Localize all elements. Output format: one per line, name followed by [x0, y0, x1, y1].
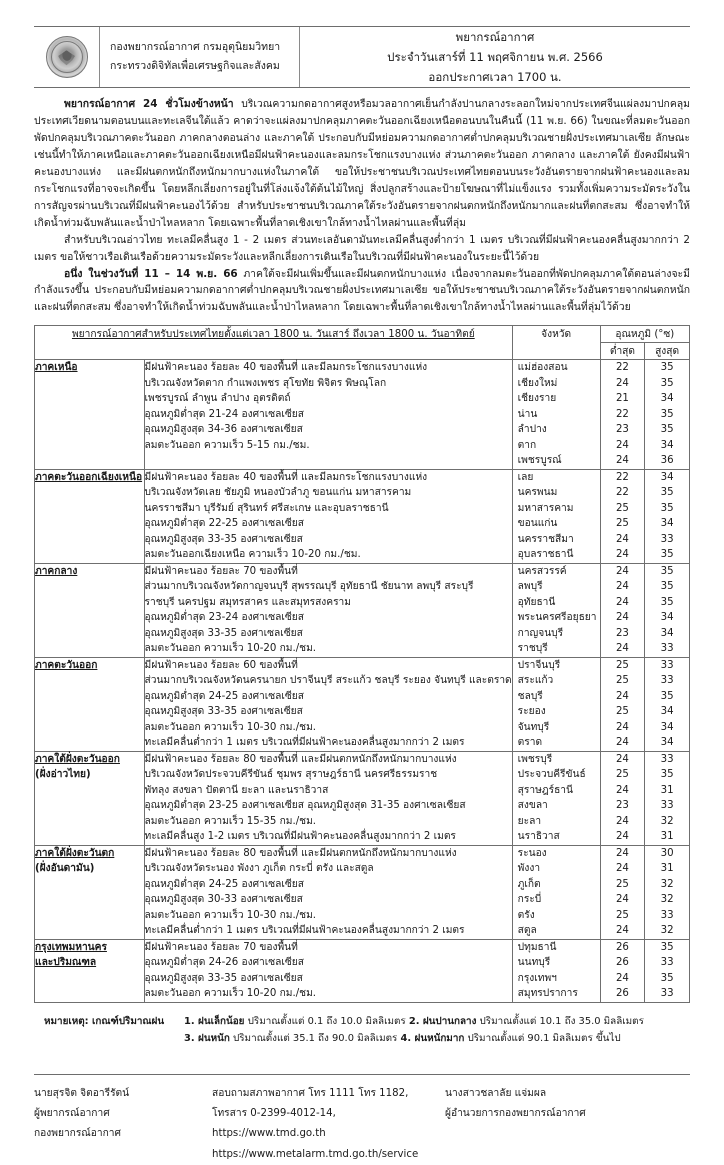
province-name: ปราจีนบุรี [517, 659, 561, 671]
temp-max-cell [645, 845, 690, 939]
temp-max-value: 35 [660, 941, 674, 953]
forecast-date: ประจำวันเสาร์ที่ 11 พฤศจิกายน พ.ศ. 2566 [387, 49, 603, 64]
temp-min-value: 24 [615, 847, 629, 859]
forecast-line: บริเวณจังหวัดระนอง พังงา ภูเก็ต กระบี่ ตรัง และสตูล [144, 863, 374, 875]
table-row [35, 845, 690, 939]
table-main-header: พยากรณ์อากาศสำหรับประเทศไทยตั้งแต่เวลา 1800 น. วันเสาร์ ถึงเวลา 1800 น. วันอาทิตย์ [35, 326, 513, 360]
temp-max-value: 33 [660, 675, 674, 687]
temp-max-value: 35 [660, 565, 674, 577]
temp-min-value: 25 [615, 769, 629, 781]
note-heavy-rain-label: 3. ฝนหนัก [184, 1032, 230, 1044]
province-name: เชียงราย [517, 393, 557, 405]
rainfall-criteria-notes [34, 1014, 690, 1048]
paragraph-sea: สำหรับบริเวณอ่าวไทย ทะเลมีคลื่นสูง 1 - 2 เมตร ส่วนทะเลอันดามันทะเลมีคลื่นสูงต่ำกว่า 1 เมตร บริเวณที่มีฝนฟ้าคะนองคลื่นสูงมากกว่า 2 เมตร ขอให้ชาวเรือเดินเรือด้วยความระมัดระวังและหลีกเลี่ยงการเดินเรือในบริเวณที่มีฝนฟ้าคะนองในระยะนี้ไว้ด้วย [34, 233, 690, 263]
temp-max-value: 34 [660, 627, 674, 639]
province-name: เพชรบุรี [517, 753, 553, 765]
footer-forecaster-block [34, 1084, 212, 1165]
table-row [35, 360, 690, 470]
temp-min-value: 22 [615, 408, 629, 420]
temp-max-value: 33 [660, 753, 674, 765]
temp-min-value: 24 [615, 737, 629, 749]
province-name: พังงา [517, 863, 541, 875]
temp-max-value: 35 [660, 408, 674, 420]
temp-max-value: 34 [660, 471, 674, 483]
forecast-line: มีฝนฟ้าคะนอง ร้อยละ 40 ของพื้นที่ และมีลมกระโชกแรงบางแห่ง [144, 362, 428, 374]
paragraph-outlook [34, 266, 690, 317]
forecast-line: อุณหภูมิสูงสุด 33-35 องศาเซลเซียส [144, 972, 303, 984]
temp-max-value: 35 [660, 377, 674, 389]
temp-min-value: 24 [615, 894, 629, 906]
note-heavy-rain-text: ปริมาณตั้งแต่ 35.1 ถึง 90.0 มิลลิเมตร [229, 1032, 401, 1044]
director-title: ผู้อำนวยการกองพยากรณ์อากาศ [445, 1107, 586, 1119]
province-name: ปทุมธานี [517, 941, 557, 953]
temp-min-value: 22 [615, 362, 629, 374]
table-row [35, 657, 690, 751]
temp-min-value: 25 [615, 502, 629, 514]
temp-min-value: 24 [615, 565, 629, 577]
forecast-line: ราชบุรี นครปฐม สมุทรสาคร และสมุทรสงคราม [144, 596, 351, 608]
temp-min-value: 24 [615, 549, 629, 561]
forecaster-name: นายสุรจิต จิตอารีรัตน์ [34, 1087, 130, 1099]
temp-max-value: 34 [660, 518, 674, 530]
paragraph-outlook-lead: อนึ่ง ในช่วงวันที่ 11 – 14 พ.ย. 66 [64, 267, 238, 280]
temp-min-value: 24 [615, 596, 629, 608]
forecast-table [34, 325, 690, 1003]
province-name: กรุงเทพฯ [517, 972, 557, 984]
forecast-line: ลมตะวันออก ความเร็ว 10-30 กม./ชม. [144, 721, 317, 733]
temp-min-value: 24 [615, 377, 629, 389]
province-name: นครสวรรค์ [517, 565, 567, 577]
note-light-rain-label: 1. ฝนเล็กน้อย [184, 1015, 245, 1027]
temp-min-value: 24 [615, 863, 629, 875]
government-seal-icon [46, 36, 88, 78]
temp-min-cell [600, 751, 645, 845]
region-subname: (ฝั่งอันดามัน) [35, 863, 95, 875]
contact-fax-website[interactable]: โทรสาร 0-2399-4012-14, https://www.tmd.go.th [212, 1107, 336, 1140]
region-subname: และปริมณฑล [35, 957, 97, 969]
region-cell [35, 469, 145, 563]
temp-max-value: 35 [660, 972, 674, 984]
forecast-line: ทะเลมีคลื่นต่ำกว่า 1 เมตร บริเวณที่มีฝนฟ้าคะนองคลื่นสูงมากกว่า 2 เมตร [144, 737, 465, 749]
temp-min-value: 23 [615, 424, 629, 436]
region-name: ภาคกลาง [35, 565, 78, 577]
forecast-table-head [35, 326, 690, 360]
temp-max-value: 33 [660, 643, 674, 655]
note-moderate-rain-text: ปริมาณตั้งแต่ 10.1 ถึง 35.0 มิลลิเมตร [476, 1015, 644, 1027]
forecast-line: อุณหภูมิสูงสุด 33-35 องศาเซลเซียส [144, 706, 303, 718]
forecast-line: อุณหภูมิต่ำสุด 23-24 องศาเซลเซียส [144, 612, 304, 624]
temp-max-value: 32 [660, 815, 674, 827]
forecast-line: ส่วนมากบริเวณจังหวัดกาญจนบุรี สุพรรณบุรี อุทัยธานี ชัยนาท ลพบุรี สระบุรี [144, 581, 474, 593]
province-name: เพชรบูรณ์ [517, 455, 562, 467]
forecast-narrative [34, 88, 690, 316]
page-title: พยากรณ์อากาศ [455, 29, 535, 44]
region-name: ภาคเหนือ [35, 362, 78, 374]
province-cell [512, 751, 600, 845]
temp-max-value: 33 [660, 659, 674, 671]
forecast-description-cell [144, 657, 512, 751]
forecast-line: ทะเลมีคลื่นต่ำกว่า 1 เมตร บริเวณที่มีฝนฟ้าคะนองคลื่นสูงมากกว่า 2 เมตร [144, 925, 465, 937]
province-cell [512, 563, 600, 657]
temp-min-value: 24 [615, 721, 629, 733]
temp-max-value: 36 [660, 455, 674, 467]
temp-max-value: 34 [660, 439, 674, 451]
province-name: แม่ฮ่องสอน [517, 362, 568, 374]
contact-phone: สอบถามสภาพอากาศ โทร 1111 โทร 1182, [212, 1087, 409, 1099]
paragraph-24h [34, 96, 690, 232]
temp-max-value: 33 [660, 957, 674, 969]
temp-max-value: 34 [660, 737, 674, 749]
temp-max-value: 35 [660, 502, 674, 514]
temp-max-cell [645, 469, 690, 563]
forecast-line: อุณหภูมิต่ำสุด 24-25 องศาเซลเซียส [144, 878, 304, 890]
temp-min-value: 24 [615, 643, 629, 655]
note-light-rain-text: ปริมาณตั้งแต่ 0.1 ถึง 10.0 มิลลิเมตร [244, 1015, 409, 1027]
temp-min-value: 22 [615, 487, 629, 499]
temp-max-value: 33 [660, 533, 674, 545]
temp-min-value: 24 [615, 612, 629, 624]
temp-max-cell [645, 360, 690, 470]
temp-max-value: 34 [660, 721, 674, 733]
province-name: ยะลา [517, 815, 542, 827]
issue-time: ออกประกาศเวลา 1700 น. [428, 70, 562, 85]
region-cell [35, 845, 145, 939]
forecast-line: มีฝนฟ้าคะนอง ร้อยละ 80 ของพื้นที่ และมีฝนตกหนักถึงหนักมากบางแห่ง [144, 847, 457, 859]
table-temperature-header: อุณหภูมิ (°ซ) [600, 326, 689, 343]
temp-min-value: 25 [615, 878, 629, 890]
region-subname: (ฝั่งอ่าวไทย) [35, 769, 91, 781]
region-name: กรุงเทพมหานคร [35, 941, 107, 953]
region-name: ภาคตะวันออกเฉียงเหนือ [35, 471, 143, 483]
forecast-line: ลมตะวันออก ความเร็ว 10-30 กม./ชม. [144, 909, 317, 921]
province-name: กาญจนบุรี [517, 627, 564, 639]
province-name: ระยอง [517, 706, 546, 718]
notes-line-1 [184, 1014, 690, 1031]
province-cell [512, 360, 600, 470]
forecast-line: อุณหภูมิต่ำสุด 24-25 องศาเซลเซียส [144, 690, 304, 702]
temp-min-value: 25 [615, 518, 629, 530]
forecast-line: อุณหภูมิสูงสุด 33-35 องศาเซลเซียส [144, 533, 303, 545]
forecast-line: อุณหภูมิต่ำสุด 21-24 องศาเซลเซียส [144, 408, 304, 420]
document-footer [34, 1075, 690, 1165]
temp-min-value: 24 [615, 831, 629, 843]
province-name: ตาก [517, 439, 537, 451]
temp-min-cell [600, 563, 645, 657]
temp-min-value: 25 [615, 675, 629, 687]
province-name: ตราด [517, 737, 543, 749]
temp-min-cell [600, 845, 645, 939]
province-name: ตรัง [517, 909, 535, 921]
region-name: ภาคใต้ฝั่งตะวันตก [35, 847, 115, 859]
temp-min-value: 26 [615, 957, 629, 969]
director-name: นางสาวชลาลัย แจ่มผล [445, 1087, 547, 1099]
forecast-description-cell [144, 751, 512, 845]
temp-max-value: 35 [660, 596, 674, 608]
temp-max-value: 31 [660, 784, 674, 796]
forecast-description-cell [144, 469, 512, 563]
forecast-line: อุณหภูมิต่ำสุด 24-26 องศาเซลเซียส [144, 957, 304, 969]
forecast-line: ส่วนมากบริเวณจังหวัดนครนายก ปราจีนบุรี สระแก้ว ชลบุรี ระยอง จันทบุรี และตราด [144, 675, 512, 687]
temp-min-value: 24 [615, 784, 629, 796]
province-cell [512, 469, 600, 563]
province-name: ลำปาง [517, 424, 547, 436]
forecast-line: บริเวณจังหวัดประจวบคีรีขันธ์ ชุมพร สุราษฎร์ธานี นครศรีธรรมราช [144, 769, 438, 781]
forecast-line: ลมตะวันออก ความเร็ว 10-20 กม./ชม. [144, 988, 317, 1000]
temp-min-value: 24 [615, 455, 629, 467]
forecaster-department: กองพยากรณ์อากาศ [34, 1128, 121, 1140]
region-cell [35, 360, 145, 470]
temp-max-value: 35 [660, 424, 674, 436]
province-name: กระบี่ [517, 894, 542, 906]
temp-max-value: 33 [660, 988, 674, 1000]
notes-body [184, 1014, 690, 1048]
temp-min-value: 24 [615, 972, 629, 984]
province-name: สตูล [517, 925, 537, 937]
temp-max-value: 35 [660, 581, 674, 593]
temp-min-value: 25 [615, 909, 629, 921]
province-name: อุทัยธานี [517, 596, 556, 608]
paragraph-24h-lead: พยากรณ์อากาศ 24 ชั่วโมงข้างหน้า [64, 98, 234, 110]
table-temp-max-header: สูงสุด [645, 343, 690, 360]
footer-director-block [445, 1084, 690, 1165]
region-cell [35, 563, 145, 657]
forecast-line: มีฝนฟ้าคะนอง ร้อยละ 70 ของพื้นที่ [144, 941, 298, 953]
province-cell [512, 657, 600, 751]
forecast-line: อุณหภูมิต่ำสุด 22-25 องศาเซลเซียส [144, 518, 304, 530]
forecast-line: อุณหภูมิสูงสุด 33-35 องศาเซลเซียส [144, 627, 303, 639]
temp-max-value: 35 [660, 362, 674, 374]
notes-line-2 [184, 1031, 690, 1048]
province-cell [512, 845, 600, 939]
temp-min-value: 23 [615, 627, 629, 639]
province-name: เชียงใหม่ [517, 377, 558, 389]
region-cell [35, 751, 145, 845]
temp-min-value: 24 [615, 925, 629, 937]
temp-max-value: 35 [660, 769, 674, 781]
temp-min-value: 24 [615, 753, 629, 765]
temp-min-value: 25 [615, 659, 629, 671]
table-row [35, 751, 690, 845]
org-line-2: กระทรวงดิจิทัลเพื่อเศรษฐกิจและสังคม [110, 60, 280, 72]
region-name: ภาคตะวันออก [35, 659, 98, 671]
table-row [35, 563, 690, 657]
temp-max-cell [645, 657, 690, 751]
temp-max-cell [645, 751, 690, 845]
province-name: ประจวบคีรีขันธ์ [517, 769, 586, 781]
forecast-line: มีฝนฟ้าคะนอง ร้อยละ 80 ของพื้นที่ และมีฝนตกหนักถึงหนักมากบางแห่ง [144, 753, 457, 765]
temp-max-value: 34 [660, 706, 674, 718]
province-name: นครพนม [517, 487, 558, 499]
province-name: เลย [517, 471, 534, 483]
province-name: อุบลราชธานี [517, 549, 574, 561]
organization-block [100, 27, 300, 87]
forecast-line: อุณหภูมิสูงสุด 34-36 องศาเซลเซียส [144, 424, 303, 436]
temp-max-cell [645, 563, 690, 657]
note-very-heavy-rain-label: 4. ฝนหนักมาก [400, 1032, 465, 1044]
temp-min-value: 22 [615, 471, 629, 483]
forecast-line: ลมตะวันออก ความเร็ว 10-20 กม./ชม. [144, 643, 317, 655]
temp-max-value: 34 [660, 612, 674, 624]
temp-max-value: 35 [660, 549, 674, 561]
document-header [34, 26, 690, 88]
region-name: ภาคใต้ฝั่งตะวันออก [35, 753, 120, 765]
temp-min-value: 24 [615, 815, 629, 827]
temp-min-cell [600, 469, 645, 563]
forecast-line: พัทลุง สงขลา ปัตตานี ยะลา และนราธิวาส [144, 784, 329, 796]
temp-min-value: 21 [615, 393, 629, 405]
org-line-1: กองพยากรณ์อากาศ กรมอุตุนิยมวิทยา [110, 40, 281, 53]
temp-max-value: 35 [660, 690, 674, 702]
temp-min-value: 26 [615, 988, 629, 1000]
title-block [300, 27, 690, 87]
province-name: มหาสารคาม [517, 502, 574, 514]
province-name: ราชบุรี [517, 643, 548, 655]
note-moderate-rain-label: 2. ฝนปานกลาง [408, 1015, 477, 1027]
forecast-line: บริเวณจังหวัดตาก กำแพงเพชร สุโขทัย พิจิตร พิษณุโลก [144, 377, 387, 389]
forecast-line: อุณหภูมิสูงสุด 30-33 องศาเซลเซียส [144, 894, 303, 906]
province-name: สงขลา [517, 800, 548, 812]
temp-min-value: 24 [615, 533, 629, 545]
temp-max-value: 32 [660, 925, 674, 937]
forecast-description-cell [144, 939, 512, 1002]
province-name: สุราษฎร์ธานี [517, 784, 573, 796]
forecaster-title: ผู้พยากรณ์อากาศ [34, 1107, 110, 1119]
province-name: นราธิวาส [517, 831, 560, 843]
province-name: จันทบุรี [517, 721, 550, 733]
province-name: ชลบุรี [517, 690, 543, 702]
province-name: สระแก้ว [517, 675, 554, 687]
province-name: นครราชสีมา [517, 533, 574, 545]
table-province-header: จังหวัด [512, 326, 600, 360]
temp-min-value: 24 [615, 581, 629, 593]
province-name: ภูเก็ต [517, 878, 541, 890]
forecast-line: นครราชสีมา บุรีรัมย์ สุรินทร์ ศรีสะเกษ และอุบลราชธานี [144, 502, 389, 514]
forecast-line: บริเวณจังหวัดเลย ชัยภูมิ หนองบัวลำภู ขอนแก่น มหาสารคาม [144, 487, 412, 499]
forecast-description-cell [144, 563, 512, 657]
province-name: พระนครศรีอยุธยา [517, 612, 597, 624]
province-name: ขอนแก่น [517, 518, 558, 530]
temp-max-value: 32 [660, 894, 674, 906]
temp-min-cell [600, 360, 645, 470]
province-name: ลพบุรี [517, 581, 543, 593]
province-name: ระนอง [517, 847, 547, 859]
temp-max-cell [645, 939, 690, 1002]
forecast-line: มีฝนฟ้าคะนอง ร้อยละ 60 ของพื้นที่ [144, 659, 298, 671]
forecast-line: เพชรบูรณ์ ลำพูน ลำปาง อุตรดิตถ์ [144, 393, 291, 405]
province-cell [512, 939, 600, 1002]
province-name: นนทบุรี [517, 957, 551, 969]
forecast-table-body [35, 360, 690, 1003]
region-cell [35, 939, 145, 1002]
forecast-line: ลมตะวันออก ความเร็ว 5-15 กม./ชม. [144, 439, 310, 451]
temp-max-value: 33 [660, 800, 674, 812]
temp-min-cell [600, 939, 645, 1002]
forecast-line: มีฝนฟ้าคะนอง ร้อยละ 40 ของพื้นที่ และมีลมกระโชกแรงบางแห่ง [144, 471, 428, 483]
forecast-line: ลมตะวันออก ความเร็ว 15-35 กม./ชม. [144, 815, 317, 827]
temp-min-value: 26 [615, 941, 629, 953]
temp-min-value: 25 [615, 706, 629, 718]
table-temp-min-header: ต่ำสุด [600, 343, 645, 360]
forecast-line: ลมตะวันออกเฉียงเหนือ ความเร็ว 10-20 กม./ชม. [144, 549, 361, 561]
temp-max-value: 33 [660, 909, 674, 921]
footer-contact-block [212, 1084, 445, 1165]
temp-min-value: 24 [615, 439, 629, 451]
table-row [35, 469, 690, 563]
note-very-heavy-rain-text: ปริมาณตั้งแต่ 90.1 มิลลิเมตร ขึ้นไป [464, 1032, 621, 1044]
temp-max-value: 34 [660, 393, 674, 405]
temp-max-value: 35 [660, 487, 674, 499]
region-cell [35, 657, 145, 751]
temp-max-value: 31 [660, 863, 674, 875]
province-name: สมุทรปราการ [517, 988, 578, 1000]
notes-label: หมายเหตุ: เกณฑ์ปริมาณฝน [44, 1015, 165, 1027]
forecast-line: อุณหภูมิต่ำสุด 23-25 องศาเซลเซียส อุณหภูมิสูงสุด 31-35 องศาเซลเซียส [144, 800, 466, 812]
forecast-description-cell [144, 360, 512, 470]
temp-max-value: 31 [660, 831, 674, 843]
temp-max-value: 32 [660, 878, 674, 890]
logo-cell [34, 27, 100, 87]
forecast-line: มีฝนฟ้าคะนอง ร้อยละ 70 ของพื้นที่ [144, 565, 298, 577]
paragraph-24h-text: บริเวณความกดอากาศสูงหรือมวลอากาศเย็นกำลังปานกลางระลอกใหม่จากประเทศจีนแผ่ลงมาปกคลุมประเทศเวียดนามตอนบนและทะเลจีนใต้แล้ว คาดว่าจะแผ่ลงมาปกคลุมภาคตะวันออกเฉียงเหนือตอนบนในคืนนี้ (11 พ.ย. 66) ในขณะที่ลมตะวันออกพัดปกคลุมบริเวณภาคตะวันออก ภาคกลางตอนล่าง และภาคใต้ ประกอบกับมีหย่อมความกดอากาศต่ำปกคลุมบริเวณชายฝั่งประเทศมาเลเซีย ลักษณะเช่นนี้ทำให้ภาคเหนือและภาคตะวันออกเฉียงเหนือมีฝนฟ้าคะนองและลมกระโชกแรงบางแห่ง ส่วนภาคตะวันออก ภาคกลาง และภาคใต้ ยังคงมีฝนฟ้าคะนองบางแห่ง และมีฝนตกหนักถึงหนักมากบางแห่งในภาคใต้ ขอให้ประชาชนบริเวณประเทศไทยตอนบนระวังอันตรายจากฝนฟ้าคะนองและลมกระโชกแรงที่อาจจะเกิดขึ้น โดยหลีกเลี่ยงการอยู่ในที่โล่งแจ้งใต้ต้นไม้ใหญ่ สิ่งปลูกสร้างและป้ายโฆษณาที่ไม่แข็งแรง รวมทั้งเพิ่มความระมัดระวังในการสัญจรผ่านบริเวณที่มีฝนฟ้าคะนองไว้ด้วย สำหรับประชาชนบริเวณภาคใต้ระวังอันตรายจากฝนตกหนักถึงหนักมากและฝนที่ตกสะสม ซึ่งอาจทำให้เกิดน้ำท่วมฉับพลันและน้ำป่าไหลหลาก โดยเฉพาะพื้นที่ลาดเชิงเขาใกล้ทางน้ำไหลผ่านและพื้นที่ลุ่ม [34, 98, 690, 229]
forecast-description-cell [144, 845, 512, 939]
province-name: น่าน [517, 408, 538, 420]
paragraph-outlook-text: ภาคใต้จะมีฝนเพิ่มขึ้นและมีฝนตกหนักบางแห่ง เนื่องจากลมตะวันออกที่พัดปกคลุมภาคใต้ตอนล่างจะมีกำลังแรงขึ้น ประกอบกับมีหย่อมความกดอากาศต่ำปกคลุมบริเวณชายฝั่งประเทศมาเลเซีย ขอให้ประชาชนบริเวณภาคใต้ระวังอันตรายจากฝนตกหนักและฝนที่ตกสะสม ซึ่งอาจทำให้เกิดน้ำท่วมฉับพลันและน้ำป่าไหลหลาก โดยเฉพาะพื้นที่ลาดเชิงเขาใกล้ทางน้ำไหลผ่านและพื้นที่ลุ่มไว้ด้วย [34, 267, 690, 314]
forecast-line: ทะเลมีคลื่นสูง 1-2 เมตร บริเวณที่มีฝนฟ้าคะนองคลื่นสูงมากกว่า 2 เมตร [144, 831, 456, 843]
table-row [35, 939, 690, 1002]
temp-min-cell [600, 657, 645, 751]
temp-min-value: 24 [615, 690, 629, 702]
temp-max-value: 30 [660, 847, 674, 859]
temp-min-value: 23 [615, 800, 629, 812]
contact-service-website[interactable]: https://www.metalarm.tmd.go.th/service [212, 1148, 419, 1160]
